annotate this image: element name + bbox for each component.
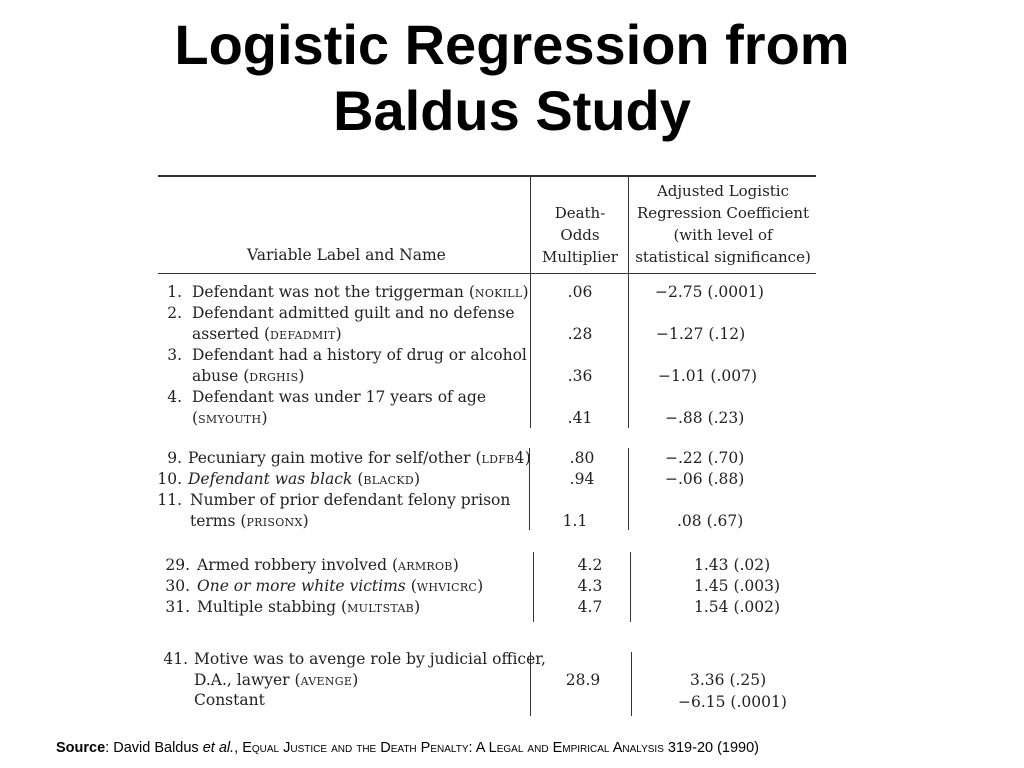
row-number: 30. xyxy=(165,577,190,595)
row-number: 4. xyxy=(167,388,182,406)
header-variable: Variable Label and Name xyxy=(247,246,446,264)
row-label: Multiple stabbing (multstab) xyxy=(197,598,421,616)
row-label: Pecuniary gain motive for self/other (ldfb4) xyxy=(188,449,531,467)
column-divider-1 xyxy=(530,176,531,428)
coefficient-value: −.22 (.70) xyxy=(665,449,745,467)
multiplier-value: 1.1 xyxy=(562,512,588,530)
coefficient-value: −1.01 (.007) xyxy=(658,367,758,385)
multiplier-value: 4.7 xyxy=(577,598,603,616)
variable-code: avenge xyxy=(300,671,353,689)
row-label: Defendant was black (blackd) xyxy=(188,470,421,488)
row-label: Defendant admitted guilt and no defense xyxy=(192,304,515,322)
coefficient-value: 3.36 (.25) xyxy=(690,671,767,689)
coefficient-value: 1.43 (.02) xyxy=(694,556,771,574)
row-number: 11. xyxy=(157,491,182,509)
source-citation: Source: David Baldus et al., Equal Justice and the Death Penalty: A Legal and Empirical Analysis 319-20 (1990) xyxy=(56,740,760,756)
column-divider-2d xyxy=(631,652,632,716)
row-number: 41. xyxy=(163,650,188,668)
multiplier-value: .28 xyxy=(567,325,593,343)
multiplier-value: .41 xyxy=(567,409,593,427)
coefficient-value: .08 (.67) xyxy=(677,512,744,530)
title-line-2: Baldus Study xyxy=(333,79,691,142)
row-label: Motive was to avenge role by judicial officer, xyxy=(194,650,546,668)
multiplier-value: .06 xyxy=(567,283,593,301)
source-label: Source xyxy=(56,740,106,756)
row-label: asserted (defadmit) xyxy=(192,325,342,343)
multiplier-value: .80 xyxy=(569,449,595,467)
column-divider-1c xyxy=(533,552,534,622)
variable-code: defadmit xyxy=(270,325,336,343)
variable-code: ldfb4 xyxy=(481,449,525,467)
coefficient-value: −.88 (.23) xyxy=(665,409,745,427)
row-label: terms (prisonx) xyxy=(190,512,309,530)
source-book-title: , Equal Justice and the Death Penalty: A Legal and Empirical Analysis xyxy=(234,740,664,756)
row-label: (smyouth) xyxy=(192,409,268,427)
variable-code: drghis xyxy=(249,367,299,385)
multiplier-value: .36 xyxy=(567,367,593,385)
multiplier-value: 4.2 xyxy=(577,556,603,574)
coefficient-value: 1.54 (.002) xyxy=(694,598,781,616)
coefficient-value: −1.27 (.12) xyxy=(656,325,746,343)
column-divider-2 xyxy=(628,176,629,428)
row-number: 31. xyxy=(165,598,190,616)
row-label: Armed robbery involved (armrob) xyxy=(197,556,459,574)
constant-coefficient: −6.15 (.0001) xyxy=(678,693,787,711)
variable-code: multstab xyxy=(347,598,415,616)
row-label: Number of prior defendant felony prison xyxy=(190,491,511,509)
multiplier-value: 4.3 xyxy=(577,577,603,595)
row-number: 2. xyxy=(167,304,182,322)
row-number: 3. xyxy=(167,346,182,364)
multiplier-value: 28.9 xyxy=(565,671,601,689)
variable-code: whvicrc xyxy=(416,577,478,595)
row-number: 1. xyxy=(167,283,182,301)
coefficient-value: 1.45 (.003) xyxy=(694,577,781,595)
constant-label: Constant xyxy=(194,691,265,709)
row-label: D.A., lawyer (avenge) xyxy=(194,671,359,689)
variable-code: armrob xyxy=(398,556,453,574)
row-label: Defendant was under 17 years of age xyxy=(192,388,487,406)
header-multiplier: Death- Odds Multiplier xyxy=(542,204,618,266)
variable-code: nokill xyxy=(474,283,523,301)
title-line-1: Logistic Regression from xyxy=(174,13,850,76)
row-number: 10. xyxy=(157,470,182,488)
variable-code: prisonx xyxy=(246,512,303,530)
multiplier-value: .94 xyxy=(569,470,595,488)
row-label: Defendant had a history of drug or alcohol xyxy=(192,346,527,364)
table-top-rule xyxy=(158,175,816,177)
column-divider-2b xyxy=(628,448,629,530)
row-number: 9. xyxy=(167,449,182,467)
header-bottom-rule xyxy=(158,273,816,274)
column-divider-2c xyxy=(630,552,631,622)
coefficient-value: −.06 (.88) xyxy=(665,470,745,488)
header-coefficient: Adjusted Logistic Regression Coefficient (with level of statistical significance) xyxy=(635,182,811,266)
source-etal: et al. xyxy=(202,740,235,756)
variable-code: smyouth xyxy=(198,409,262,427)
row-label: abuse (drghis) xyxy=(192,367,305,385)
coefficient-value: −2.75 (.0001) xyxy=(655,283,764,301)
variable-code: blackd xyxy=(363,470,414,488)
row-label: One or more white victims (whvicrc) xyxy=(197,577,484,595)
row-number: 29. xyxy=(165,556,190,574)
row-label: Defendant was not the triggerman (nokill) xyxy=(192,283,529,301)
